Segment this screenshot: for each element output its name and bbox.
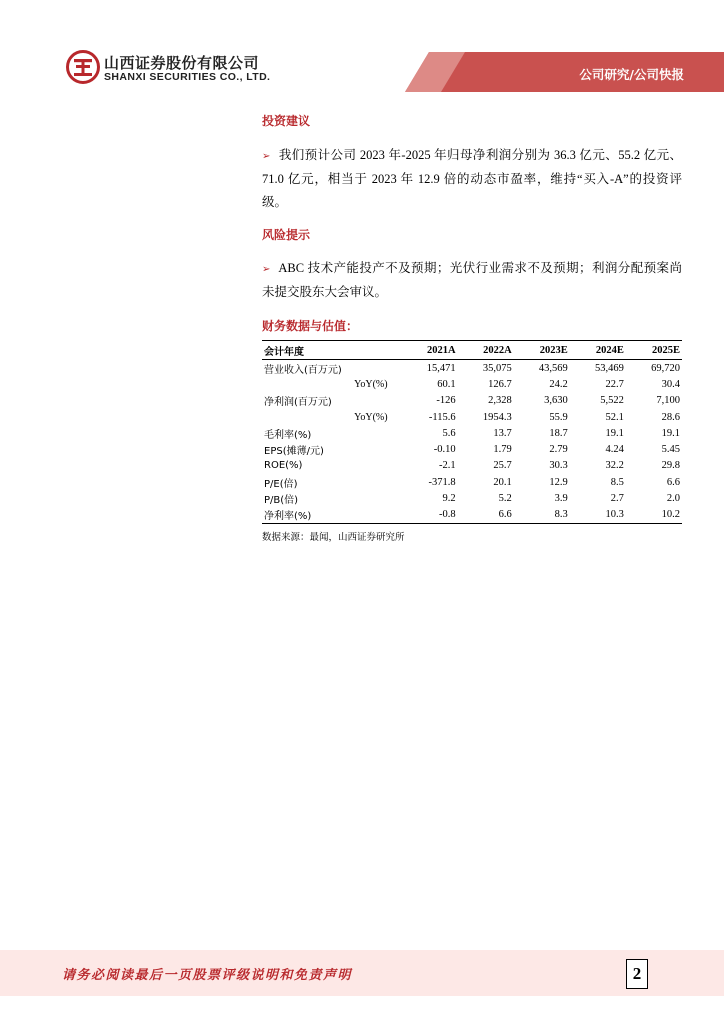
table-cell: 13.7: [493, 427, 512, 439]
table-cell: 2.0: [666, 493, 680, 505]
company-name-en: SHANXI SECURITIES CO., LTD.: [104, 71, 271, 83]
financial-table: [262, 340, 682, 524]
table-cell: 8.5: [610, 476, 624, 488]
table-row: [262, 360, 682, 377]
table-cell: 12.9: [549, 476, 568, 488]
financials-title: 财务数据与估值：: [262, 319, 359, 333]
row-label: ROE(%): [264, 460, 303, 472]
table-cell: 10.2: [626, 507, 682, 524]
table-cell: 25.7: [493, 460, 512, 472]
row-label: P/E(倍): [264, 478, 298, 490]
company-name-cn: 山西证券股份有限公司: [104, 54, 260, 72]
table-cell: 53,469: [595, 362, 624, 374]
row-label: 毛利率(%): [264, 429, 312, 441]
row-label: 净利润(百万元): [264, 397, 332, 409]
disclaimer-notice: 请务必阅读最后一页股票评级说明和免责声明: [62, 968, 353, 983]
table-cell: 9.2: [442, 493, 456, 505]
table-header-row: [262, 341, 682, 360]
table-cell: -2.1: [439, 460, 456, 472]
table-cell: 6.6: [666, 476, 680, 488]
table-cell: 5,522: [600, 395, 624, 407]
main-content: [262, 112, 682, 543]
page-footer: [0, 950, 724, 996]
column-header: 2023E: [514, 341, 570, 360]
table-cell: 1.79: [493, 444, 512, 456]
table-cell: -371.8: [428, 476, 456, 488]
table-cell: 10.3: [570, 507, 626, 524]
table-cell: -115.6: [428, 411, 456, 423]
risk-text: ABC 技术产能投产不及预期；光伏行业需求不及预期；利润分配预案尚未提交股东大会审议。: [262, 261, 682, 299]
table-cell: 4.24: [605, 444, 624, 456]
table-cell: -0.10: [433, 444, 456, 456]
table-cell: 22.7: [605, 378, 624, 390]
table-cell: 8.3: [514, 507, 570, 524]
table-row: [262, 474, 682, 490]
bullet-arrow-icon: ➢: [262, 264, 271, 275]
table-cell: 5.6: [442, 427, 456, 439]
bullet-arrow-icon: ➢: [262, 151, 271, 162]
table-cell: 2.79: [549, 444, 568, 456]
table-row: [262, 393, 682, 409]
table-row: [262, 490, 682, 506]
table-row: [262, 441, 682, 457]
table-cell: 2,328: [488, 395, 512, 407]
data-source-note: 数据来源：最闻，山西证券研究所: [262, 531, 405, 543]
table-cell: 3,630: [544, 395, 568, 407]
table-cell: -0.8: [402, 507, 458, 524]
table-row: [262, 507, 682, 524]
table-row: [262, 409, 682, 425]
table-cell: 3.9: [554, 493, 568, 505]
table-cell: 30.4: [661, 378, 680, 390]
table-cell: 29.8: [661, 460, 680, 472]
table-cell: 20.1: [493, 476, 512, 488]
row-label: P/B(倍): [264, 495, 299, 507]
table-cell: 19.1: [605, 427, 624, 439]
table-cell: 60.1: [437, 378, 456, 390]
column-header: 会计年度: [262, 341, 402, 360]
table-cell: 30.3: [549, 460, 568, 472]
table-cell: 6.6: [458, 507, 514, 524]
table-cell: 28.6: [661, 411, 680, 423]
table-cell: 126.7: [488, 378, 512, 390]
table-cell: 18.7: [549, 427, 568, 439]
table-row: [262, 425, 682, 441]
table-cell: 2.7: [610, 493, 624, 505]
column-header: 2024E: [570, 341, 626, 360]
investment-text: 我们预计公司 2023 年-2025 年归母净利润分别为 36.3 亿元、55.2 亿元、71.0 亿元，相当于 2023 年 12.9 倍的动态市盈率，维持“买入-A”的投资评级。: [262, 148, 682, 209]
investment-paragraph: [262, 144, 682, 214]
table-cell: 5.45: [661, 444, 680, 456]
page-number: 2: [626, 959, 648, 989]
table-cell: 7,100: [656, 395, 680, 407]
table-cell: 55.9: [549, 411, 568, 423]
column-header: 2025E: [626, 341, 682, 360]
investment-title: 投资建议: [262, 114, 311, 128]
table-row: [262, 376, 682, 392]
risk-title: 风险提示: [262, 228, 311, 242]
company-logo-icon: [66, 50, 100, 84]
row-label: EPS(摊薄/元): [264, 446, 324, 458]
table-cell: -126: [436, 395, 456, 407]
table-cell: 15,471: [426, 362, 456, 374]
table-cell: 69,720: [651, 362, 680, 374]
table-cell: 32.2: [605, 460, 624, 472]
table-cell: 19.1: [661, 427, 680, 439]
row-label: 净利率(%): [262, 507, 402, 524]
page-header: [0, 0, 724, 100]
table-cell: 52.1: [605, 411, 624, 423]
column-header: 2022A: [458, 341, 514, 360]
table-cell: 43,569: [538, 362, 568, 374]
report-type-label: 公司研究/公司快报: [579, 67, 684, 82]
risk-paragraph: [262, 257, 682, 304]
table-cell: 35,075: [482, 362, 512, 374]
row-label: YoY(%): [354, 411, 388, 423]
column-header: 2021A: [402, 341, 458, 360]
table-row: [262, 458, 682, 474]
table-cell: 1954.3: [482, 411, 512, 423]
row-label: YoY(%): [354, 378, 388, 390]
table-cell: 24.2: [549, 378, 568, 390]
row-label: 营业收入(百万元): [264, 364, 342, 376]
table-cell: 5.2: [498, 493, 512, 505]
